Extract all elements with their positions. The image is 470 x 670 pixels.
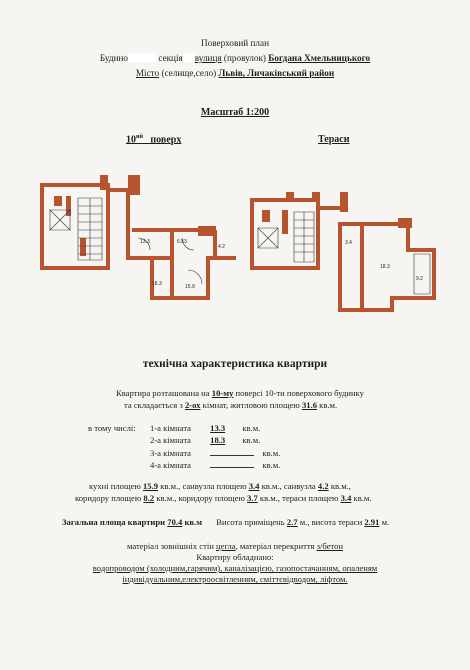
field-label: кв.м., санвузла xyxy=(261,481,316,491)
floor-word: поверх xyxy=(150,134,182,146)
unit-text: м. xyxy=(381,517,390,527)
including-label xyxy=(88,423,136,433)
unit-text: кв.м. xyxy=(262,448,281,458)
total-label: Загальна площа квартири xyxy=(62,517,166,527)
redaction-block xyxy=(183,53,195,62)
floor-plan-drawing xyxy=(40,170,240,310)
height-label: м., висота тераси xyxy=(299,517,363,527)
including-text: в тому числі: xyxy=(88,423,136,433)
floor-suffix: ий xyxy=(136,134,143,140)
room-area-label: 6.53 xyxy=(177,239,187,245)
corridor2-area-value: 3.7 xyxy=(247,493,258,503)
room-area-label: 15.9 xyxy=(185,284,195,290)
room-row xyxy=(150,459,280,470)
equipped-label xyxy=(0,552,470,562)
unit-text: кв.м. xyxy=(262,460,281,470)
corridor-terrace-line xyxy=(75,493,372,503)
scale-label xyxy=(0,107,470,118)
walls-label: матеріал зовнішніх стін xyxy=(127,541,214,551)
title-text: Поверховий план xyxy=(201,38,269,48)
room-area-value: 13.3 xyxy=(210,423,226,433)
building-label: Будино xyxy=(99,53,129,63)
city-label: Місто xyxy=(135,68,160,78)
total-area-value: 70.4 xyxy=(167,517,183,527)
room-area-label: 18.3 xyxy=(152,281,162,287)
field-label: кв.м., санвузла площею xyxy=(160,481,247,491)
floor-plan-title xyxy=(126,134,181,145)
address-line-2 xyxy=(0,68,470,78)
address-line-1 xyxy=(0,53,470,63)
room-area-label: 3.4 xyxy=(345,240,352,246)
ceiling-height-value: 2.7 xyxy=(286,517,298,527)
unit-text: кв.м., xyxy=(330,481,351,491)
intro-line-1 xyxy=(116,388,364,398)
street-name: Богдана Хмельницького xyxy=(268,53,371,63)
utilities-line-2 xyxy=(0,574,470,584)
total-line xyxy=(62,517,389,527)
city-type-label: (селище,село) xyxy=(161,68,217,78)
document-title xyxy=(0,38,470,48)
ceiling-label: , матеріал перекриття xyxy=(235,541,315,551)
room-area-label: 13.3 xyxy=(140,239,150,245)
utilities-line-1 xyxy=(0,563,470,573)
corridor1-area-value: 8.2 xyxy=(143,493,155,503)
unit-text: кв.м. xyxy=(353,493,372,503)
kitchen-area-value: 15.9 xyxy=(142,481,159,491)
floor-number: 10 xyxy=(126,134,136,146)
equipped-text: Квартиру обладнано: xyxy=(196,552,274,562)
unit-text: кв.м xyxy=(184,517,203,527)
terrace-plan-title xyxy=(318,134,350,145)
characteristics-heading xyxy=(0,358,470,370)
field-label: кв.м., тераси площею xyxy=(259,493,339,503)
terrace-area-value: 3.4 xyxy=(340,493,352,503)
rooms-count-value: 2-ох xyxy=(184,400,201,410)
floor-value: 10-му xyxy=(211,388,234,398)
field-label: кв.м., коридору площею xyxy=(156,493,245,503)
field-label: кухні площею xyxy=(89,481,141,491)
unit-text: кв.м. xyxy=(242,423,261,433)
room-area-label: 4.2 xyxy=(218,244,225,250)
living-area-value: 31.6 xyxy=(301,400,318,410)
intro-line-2 xyxy=(124,400,337,410)
room-row xyxy=(150,435,260,445)
scale-text: Масштаб 1:200 xyxy=(200,107,270,118)
room-label: 2-а кімната xyxy=(150,435,191,445)
terrace-height-value: 2.91 xyxy=(364,517,380,527)
room-area-label: 18.3 xyxy=(380,264,390,270)
room-area-label: 9.2 xyxy=(416,276,423,282)
intro-text: та складається з xyxy=(124,400,183,410)
height-label: Висота приміщень xyxy=(216,517,285,527)
terrace-plan-drawing xyxy=(248,188,438,313)
room-row xyxy=(150,447,280,458)
ceiling-material-value: з/бетон xyxy=(316,541,343,551)
unit-text: кв.м. xyxy=(319,400,338,410)
room-area-value: 18.3 xyxy=(210,435,226,445)
blank-line xyxy=(210,447,254,456)
unit-text: кв.м. xyxy=(242,435,261,445)
field-label: коридору площею xyxy=(75,493,142,503)
utilities-text: індивідуальним,електроосвітленням, сміттєвідводом, ліфтом. xyxy=(122,574,348,584)
street-label: вулиця xyxy=(194,53,222,63)
street-type-label: (провулок) xyxy=(223,53,266,63)
blank-line xyxy=(210,459,254,468)
bathroom2-area-value: 4.2 xyxy=(317,481,329,491)
intro-text: поверсі 10-ти поверхового будинку xyxy=(235,388,364,398)
intro-text: кімнат, житловою площею xyxy=(202,400,300,410)
section-label: секція xyxy=(158,53,183,63)
city-name: Львів, Личаківський район xyxy=(218,68,335,78)
kitchen-bathroom-line xyxy=(89,481,351,491)
terrace-title-text: Тераси xyxy=(318,134,350,145)
characteristics-heading-text: технічна характеристика квартири xyxy=(142,358,328,370)
bathroom1-area-value: 3.4 xyxy=(248,481,260,491)
room-label: 1-а кімната xyxy=(150,423,191,433)
walls-material-value: цегла xyxy=(216,541,236,551)
room-label: 4-а кімната xyxy=(150,460,191,470)
materials-line xyxy=(0,541,470,551)
room-row xyxy=(150,423,260,433)
room-label: 3-а кімната xyxy=(150,448,191,458)
redaction-block xyxy=(128,53,156,62)
intro-text: Квартира розташована на xyxy=(116,388,210,398)
utilities-text: водопроводом (холодним,гарячим), каналізацією, газопостачанням, опаленям xyxy=(92,563,378,573)
